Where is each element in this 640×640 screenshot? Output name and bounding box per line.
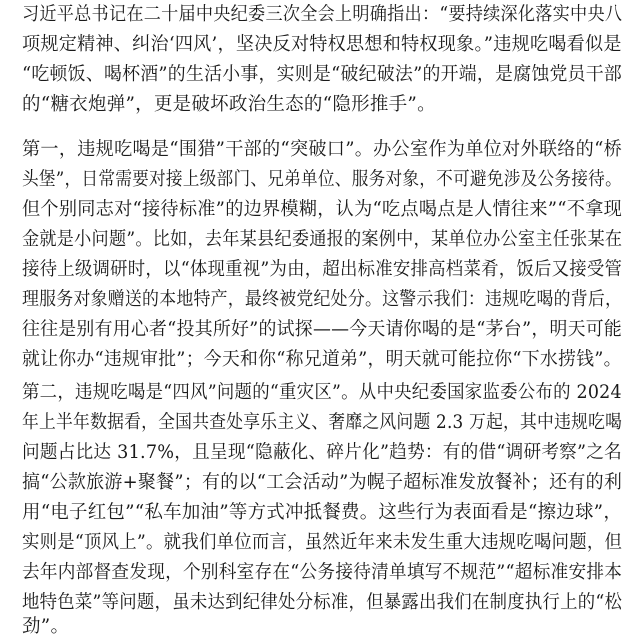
text-line: 地特色菜”等问题，虽未达到纪律处分标准，但暴露出我们在制度执行上的“松: [22, 592, 623, 613]
text-line: 就让你办“违规审批”；今天和你“称兄道弟”，明天就可能拉你“下水捞钱”。: [22, 349, 622, 370]
text-line: 头堡”，日常需要对接上级部门、兄弟单位、服务对象，不可避免涉及公务接待。: [22, 169, 622, 190]
text-line: 第一，违规吃喝是“围猎”干部的“突破口”。办公室作为单位对外联络的“桥: [22, 139, 623, 160]
text-line: 去年内部督查发现，个别科室存在“公务接待清单填写不规范”“超标准安排本: [22, 562, 623, 583]
text-line: 第二，违规吃喝是“四风”问题的“重灾区”。从中央纪委国家监委公布的 2024: [22, 382, 622, 403]
text-line: 的“糖衣炮弹”，更是破坏政治生态的“隐形推手”。: [22, 94, 436, 115]
text-line: 往往是别有用心者“投其所好”的试探——今天请你喝的是“茅台”，明天可能: [22, 319, 623, 340]
text-line: 实则是“顶风上”。就我们单位而言，虽然近年来未发生重大违规吃喝问题，但: [22, 532, 623, 553]
text-line: 搞“公款旅游+聚餐”；有的以“工会活动”为幌子超标准发放餐补；还有的利: [22, 472, 623, 493]
text-line: 但个别同志对“接待标准”的边界模糊，认为“吃点喝点是人情往来”“不拿现: [22, 199, 623, 220]
text-line: “吃顿饭、喝杯酒”的生活小事，实则是“破纪破法”的开端，是腐蚀党员干部: [22, 64, 623, 85]
text-line: 金就是小问题”。比如，去年某县纪委通报的案例中，某单位办公室主任张某在: [22, 229, 623, 250]
text-line: 劲”。: [22, 616, 70, 637]
text-line: 问题占比达 31.7%，且呈现“隐蔽化、碎片化”趋势：有的借“调研考察”之名: [22, 442, 622, 463]
text-line: 理服务对象赠送的本地特产，最终被党纪处分。这警示我们：违规吃喝的背后，: [22, 289, 623, 310]
text-line: 习近平总书记在二十届中央纪委三次全会上明确指出：“要持续深化落实中央八: [22, 4, 623, 25]
text-line: 年上半年数据看，全国共查处享乐主义、奢靡之风问题 2.3 万起，其中违规吃喝: [22, 412, 623, 433]
text-line: 项规定精神、纠治‘四风’，坚决反对特权思想和特权现象。”违规吃喝看似是: [22, 34, 622, 55]
text-line: 接待上级调研时，以“体现重视”为由，超出标准安排高档菜肴，饭后又接受管: [22, 259, 623, 280]
text-line: 用“电子红包”“私车加油”等方式冲抵餐费。这些行为表面看是“擦边球”，: [22, 502, 623, 523]
